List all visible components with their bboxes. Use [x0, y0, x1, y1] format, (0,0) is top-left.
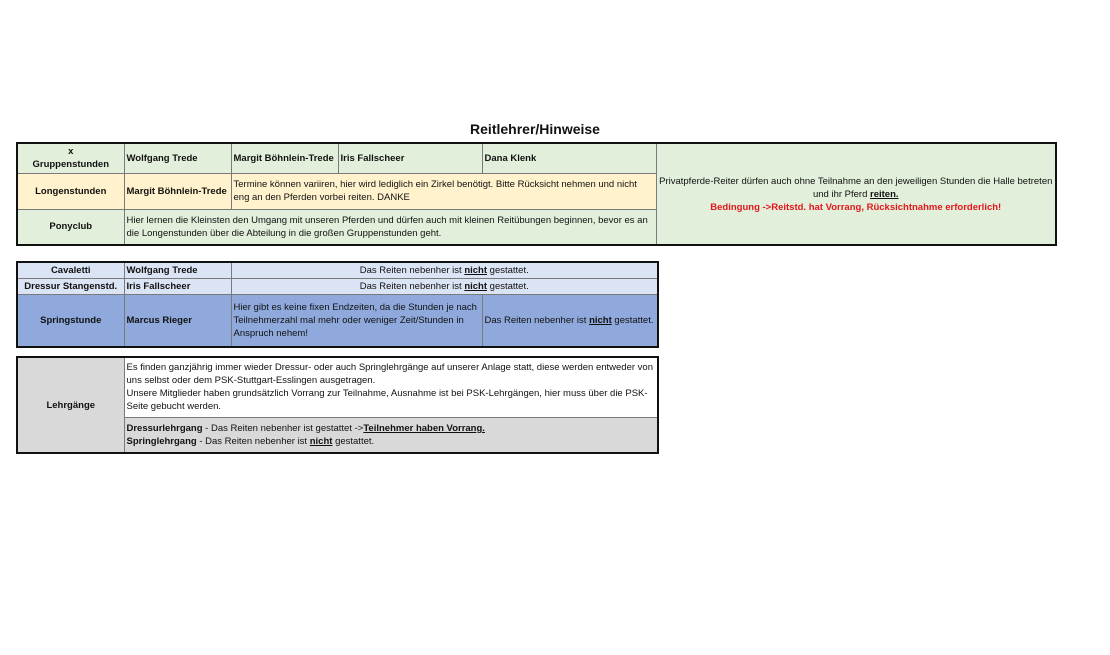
- row-header-dressur: Dressur Stangenstd.: [17, 279, 124, 295]
- special-lessons-table: [16, 261, 659, 348]
- teacher-cell: Margit Böhnlein-Trede: [231, 143, 338, 173]
- rule-not: nicht: [464, 265, 488, 276]
- note-text: [659, 175, 1054, 201]
- courses-table: [16, 356, 659, 454]
- rule-emphasis: Teilnehmer haben Vorrang.: [363, 422, 485, 434]
- teacher-cell: Marcus Rieger: [124, 295, 231, 347]
- teacher-cell: Wolfgang Trede: [124, 262, 231, 279]
- rule-text: gestattet.: [489, 281, 529, 292]
- dressur-rule: [127, 422, 656, 435]
- rule-text: Das Reiten nebenher ist: [484, 314, 587, 326]
- private-horse-note: [656, 143, 1056, 245]
- course-rules-cell: [124, 417, 658, 453]
- rule-text: - Das Reiten nebenher ist: [199, 435, 308, 447]
- rule-cell: [482, 295, 658, 347]
- note-cell: Hier gibt es keine fixen Endzeiten, da die Stunden je nach Teilnehmerzahl mal mehr oder weniger Zeit/Stunden in Anspruch nehem!: [231, 295, 482, 347]
- cell-marker: x: [68, 146, 74, 158]
- note-cell: [124, 357, 658, 417]
- rule-not: nicht: [309, 435, 333, 447]
- row-header-gruppenstunden: [17, 143, 124, 173]
- row-header-lehrgaenge: Lehrgänge: [17, 357, 124, 453]
- row-header-ponyclub: Ponyclub: [17, 209, 124, 245]
- table-row: [17, 262, 658, 279]
- rule-label: Dressurlehrgang: [126, 422, 203, 434]
- teacher-cell: Margit Böhnlein-Trede: [124, 173, 231, 209]
- teacher-cell: Wolfgang Trede: [124, 143, 231, 173]
- teacher-cell: Iris Fallscheer: [124, 279, 231, 295]
- table-row: [17, 143, 1056, 173]
- table-row: [17, 279, 658, 295]
- rule-text: gestattet.: [489, 265, 529, 276]
- table-row: [17, 295, 658, 347]
- note-cell: Termine können variiren, hier wird lediglich ein Zirkel benötigt. Bitte Rücksicht nehmen und nicht eng an den Pferden vorbei reiten. DANKE: [231, 173, 656, 209]
- note-part: Privatpferde-Reiter dürfen auch ohne Teilnahme an den jeweiligen Stunden die Halle betreten und ihr Pferd: [659, 175, 1053, 200]
- rule-text: gestattet.: [335, 435, 375, 447]
- row-header-springstunde: Springstunde: [17, 295, 124, 347]
- spring-rule: [127, 435, 656, 448]
- note-underlined: reiten.: [870, 188, 899, 200]
- rule-text: Das Reiten nebenher ist: [359, 281, 462, 292]
- table-row: [17, 357, 658, 417]
- rule-text: Das Reiten nebenher ist: [359, 265, 462, 276]
- rule-text: gestattet.: [614, 314, 654, 326]
- course-paragraph: Unsere Mitglieder haben grundsätzlich Vorrang zur Teilnahme, Ausnahme ist bei PSK-Lehrgängen, hier muss über die PSK-Seite gebucht werden.: [126, 388, 648, 413]
- rule-cell: [231, 262, 658, 279]
- teacher-cell: Dana Klenk: [482, 143, 656, 173]
- rule-text: - Das Reiten nebenher ist gestattet ->: [205, 422, 364, 434]
- note-cell: Hier lernen die Kleinsten den Umgang mit unseren Pferden und dürfen auch mit kleinen Reitübungen beginnen, bevor es an die Longenstunden über die Abteilung in die großen Gruppenstunden geht.: [124, 209, 656, 245]
- rule-label: Springlehrgang: [126, 435, 197, 447]
- rule-cell: [231, 279, 658, 295]
- page-title: Reitlehrer/Hinweise: [470, 121, 600, 137]
- row-header-longenstunden: Longenstunden: [17, 173, 124, 209]
- note-condition: Bedingung ->Reitstd. hat Vorrang, Rücksichtnahme erforderlich!: [710, 201, 1002, 213]
- group-lessons-table: [16, 142, 1057, 246]
- cell-label: Gruppenstunden: [32, 159, 110, 171]
- row-header-cavaletti: Cavaletti: [17, 262, 124, 279]
- course-paragraph: Es finden ganzjährig immer wieder Dressur- oder auch Springlehrgänge auf unserer Anlage statt, diese werden entweder von uns selbst oder dem PSK-Stuttgart-Esslingen ausgetragen.: [126, 362, 653, 387]
- teacher-cell: Iris Fallscheer: [338, 143, 482, 173]
- rule-not: nicht: [464, 281, 488, 292]
- rule-not: nicht: [589, 314, 612, 326]
